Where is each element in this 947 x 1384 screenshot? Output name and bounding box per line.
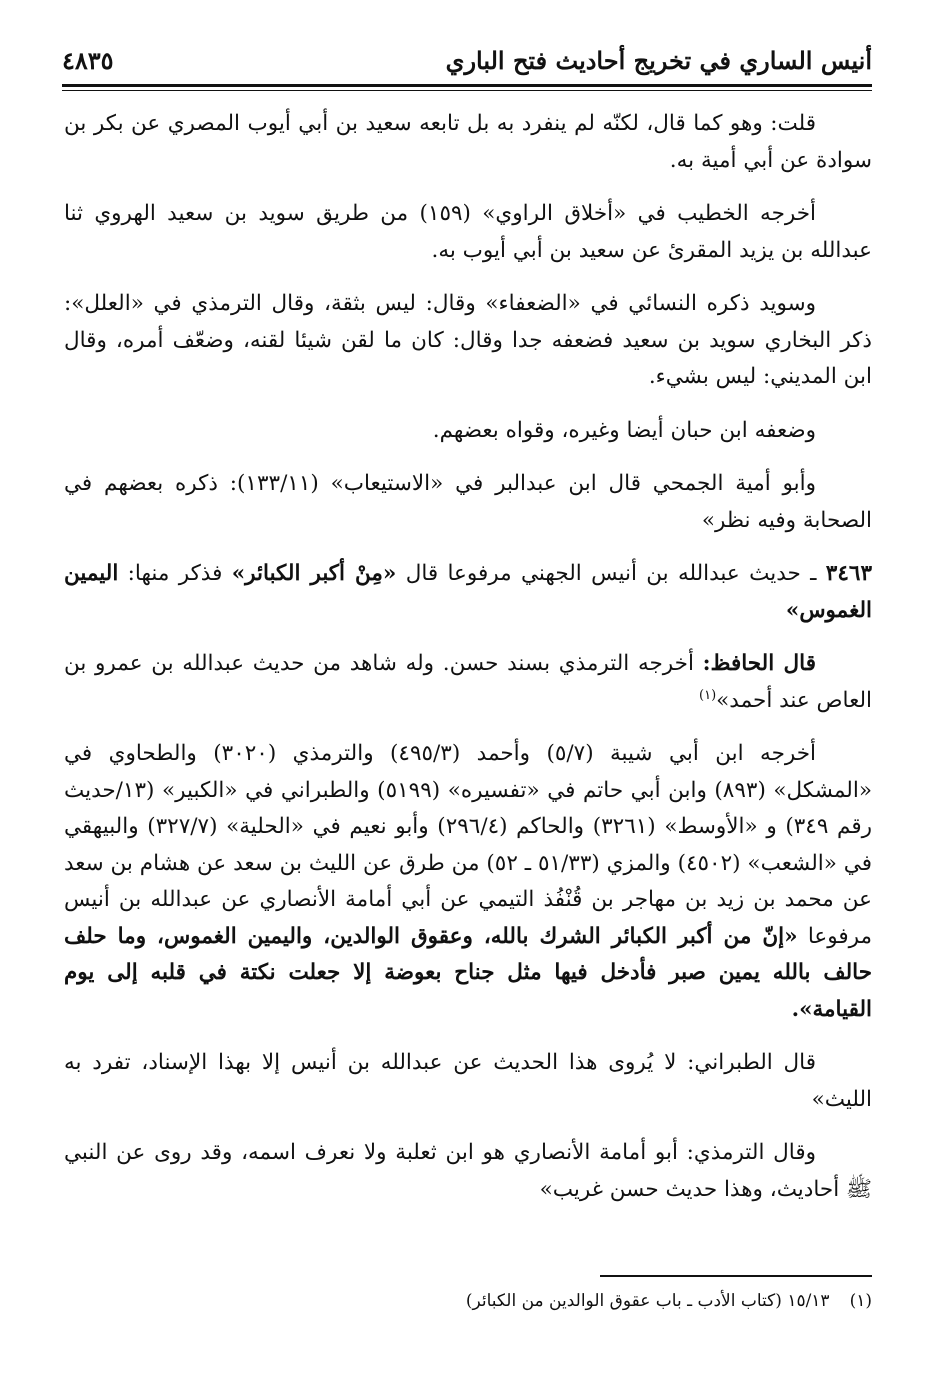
hadith-number: ٣٤٦٣ <box>825 561 872 586</box>
paragraph-3: وسويد ذكره النسائي في «الضعفاء» وقال: ليس بثقة، وقال الترمذي في «العلل»: ذكر البخاري سويد بن سعيد فضعفه جدا وقال: كان ما لقن شيئا لقنه، وضعّف أمره، وقال ابن المديني: ليس بشيء. <box>64 291 872 389</box>
paragraph-5: وأبو أمية الجمحي قال ابن عبدالبر في «الاستيعاب» (١٣٣/١١): ذكره بعضهم في الصحابة وفيه نظر» <box>64 471 872 533</box>
header-rule-thick <box>62 84 872 87</box>
header-rule-thin <box>62 90 872 91</box>
running-title: أنيس الساري في تخريج أحاديث فتح الباري <box>445 46 872 75</box>
paragraph-tabarani: قال الطبراني: لا يُروى هذا الحديث عن عبدالله بن أنيس إلا بهذا الإسناد، تفرد به الليث» <box>64 1050 872 1112</box>
takhrij-paragraph <box>64 736 872 1028</box>
takhrij-text: أخرجه ابن أبي شيبة (٥/٧) وأحمد (٤٩٥/٣) والترمذي (٣٠٢٠) والطحاوي في «المشكل» (٨٩٣) وابن أبي حاتم في «تفسيره» (٥١٩٩) والطبراني في «الكبير» (١٣/حديث رقم ٣٤٩) و «الأوسط» (٣٢٦١) والحاكم (٢٩٦/٤) وأبو نعيم في «الحلية» (٣٢٧/٧) والبيهقي في «الشعب» (٤٥٠٢) والمزي (٥١/٣٣ ـ ٥٢) من طرق عن الليث بن سعد عن هشام بن سعد عن محمد بن زيد بن مهاجر بن قُنْفُذ التيمي عن أبي أمامة الأنصاري عن عبدالله بن أنيس مرفوعا <box>64 741 873 949</box>
takhrij-quote: «إنّ من أكبر الكبائر الشرك بالله، وعقوق الوالدين، واليمين الغموس، وما حلف حالف بالله يمين صبر فأدخل فيها مثل جناح بعوضة إلا جعلت نكتة في قلبه إلى يوم القيامة». <box>64 923 872 1022</box>
footnote-rule <box>600 1275 872 1277</box>
hafiz-label: قال الحافظ: <box>702 651 816 676</box>
footnote-marker: (١) <box>849 1291 872 1311</box>
paragraph-4: وضعفه ابن حبان أيضا وغيره، وقواه بعضهم. <box>432 417 816 443</box>
footnote-ref: (١) <box>699 687 717 703</box>
paragraph-1: قلت: وهو كما قال، لكنّه لم ينفرد به بل تابعه سعيد بن أبي أيوب المصري عن بكر بن سوادة عن أبي أمية به. <box>64 111 872 173</box>
hadith-mid: فذكر منها: <box>118 561 232 586</box>
hadith-intro: ـ حديث عبدالله بن أنيس الجهني مرفوعا قال <box>396 561 826 586</box>
hafiz-paragraph <box>64 646 872 719</box>
footnote <box>272 1288 872 1314</box>
footnote-text: ١٥/١٣ (كتاب الأدب ـ باب عقوق الوالدين من الكبائر) <box>465 1291 830 1311</box>
paragraph-tirmidhi: وقال الترمذي: أبو أمامة الأنصاري هو ابن ثعلبة ولا نعرف اسمه، وقد روى عن النبي ﷺ أحاديث، وهذا حديث حسن غريب» <box>64 1140 872 1202</box>
hadith-quote-1: «مِنْ أكبر الكبائر» <box>231 561 397 586</box>
hadith-quote-2: اليمين الغموس» <box>64 561 872 623</box>
hadith-entry <box>64 556 872 629</box>
paragraph-2: أخرجه الخطيب في «أخلاق الراوي» (١٥٩) من طريق سويد بن سعيد الهروي ثنا عبدالله بن يزيد المقرئ عن سعيد بن أبي أيوب به. <box>64 201 872 263</box>
page-number: ٤٨٣٥ <box>62 46 114 75</box>
page-header <box>62 44 872 80</box>
main-text <box>64 106 872 1225</box>
hafiz-text: أخرجه الترمذي بسند حسن. وله شاهد من حديث عبدالله بن عمرو بن العاص عند أحمد» <box>64 651 872 713</box>
